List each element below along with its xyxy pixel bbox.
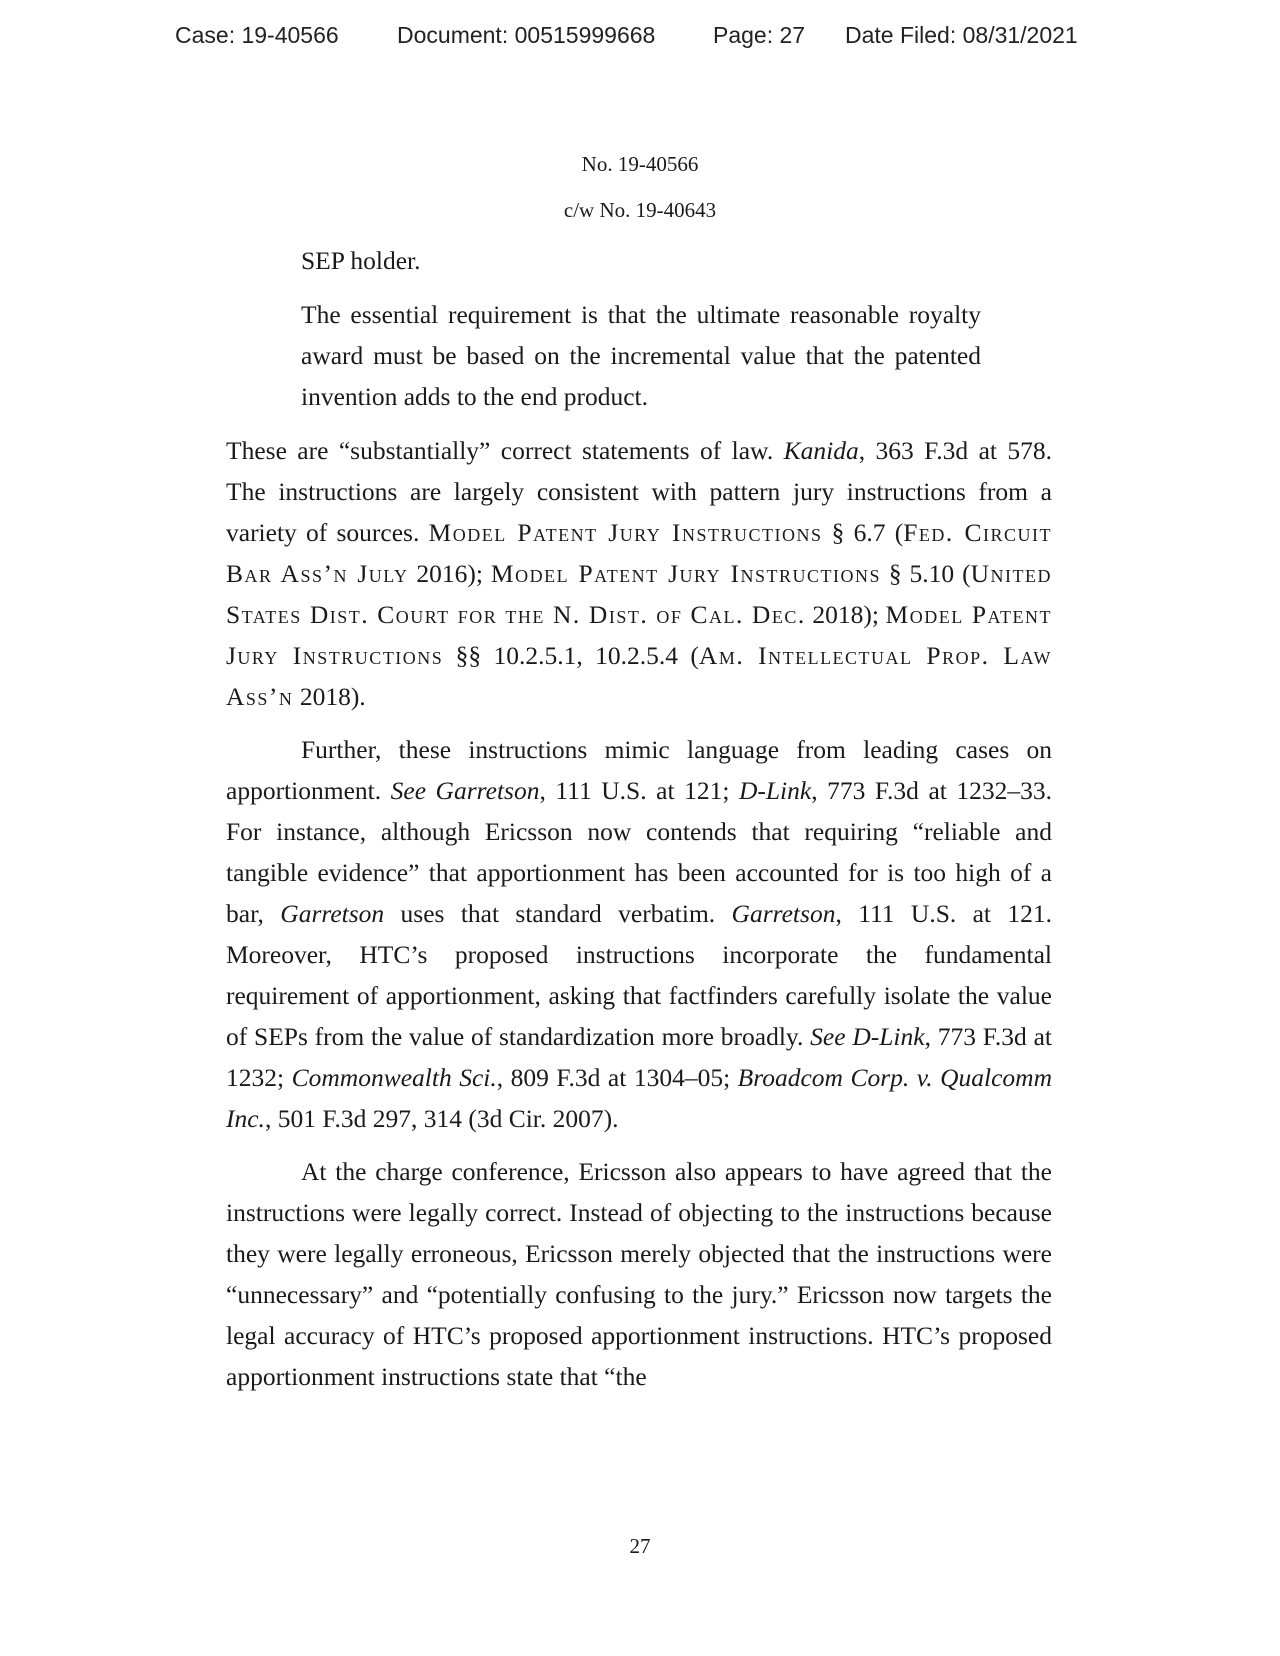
source-title: Model Patent Jury Instructions bbox=[226, 600, 1052, 670]
text-run: , 773 F.3d at 1232–33. For instance, although Ericsson now contends that requiring “reliable and tangible evidence” that apportionment has been accounted for is too high of a bar, bbox=[226, 776, 1053, 928]
paragraph-leading-cases bbox=[226, 729, 1052, 1139]
text-run: 2018). bbox=[293, 682, 366, 711]
document-number: Document: 00515999668 bbox=[397, 22, 656, 48]
paragraph-pattern-instructions bbox=[226, 430, 1052, 717]
text-run: , 111 U.S. at 121. Moreover, HTC’s proposed instructions incorporate the fundamental requirement of apportionment, asking that factfinders carefully isolate the value of SEPs from the value of standardization more broadly. bbox=[226, 899, 1053, 1051]
source-publisher: Fed. Circuit Bar Ass’n July bbox=[226, 518, 1053, 588]
text-run: These are “substantially” correct statements of law. bbox=[226, 436, 784, 465]
docket-number: No. 19-40566 bbox=[581, 152, 699, 176]
source-publisher: Am. Intellectual Prop. Law Ass’n bbox=[226, 641, 1052, 711]
case-citation: See Garretson bbox=[390, 776, 540, 805]
case-citation: Garretson bbox=[280, 899, 385, 928]
page-number: 27 bbox=[629, 1534, 651, 1558]
paragraph-charge-conference: At the charge conference, Ericsson also appears to have agreed that the instructions were legally correct. Instead of objecting to the instructions because they were legally erroneous, Ericsson merely objected that the instructions were “unnecessary” and “potentially confusing to the jury.” Ericsson now targets the legal accuracy of HTC’s proposed apportionment instructions. HTC’s proposed apportionment instructions state that “the bbox=[226, 1157, 1052, 1391]
case-citation: See D-Link bbox=[810, 1022, 925, 1051]
text-run: 2016); bbox=[408, 559, 491, 588]
source-title: Model Patent Jury Instructions bbox=[428, 518, 823, 547]
text-run: , 111 U.S. at 121; bbox=[539, 776, 739, 805]
case-citation: Broadcom Corp. v. Qualcomm Inc. bbox=[226, 1063, 1052, 1133]
header-page-number: Page: 27 bbox=[713, 22, 806, 48]
source-publisher: United States Dist. Court for the N. Dist. of Cal. Dec. bbox=[226, 559, 1053, 629]
case-citation: Garretson bbox=[731, 899, 836, 928]
text-run: § 6.7 ( bbox=[822, 518, 904, 547]
text-run: , 773 F.3d at 1232; bbox=[226, 1022, 1052, 1092]
consolidated-docket-number: c/w No. 19-40643 bbox=[563, 198, 717, 222]
text-run: 2018); bbox=[805, 600, 886, 629]
text-run: , 809 F.3d at 1304–05; bbox=[496, 1063, 738, 1092]
text-run: , 363 F.3d at 578. The instructions are largely consistent with pattern jury instructions from a variety of sources. bbox=[226, 436, 1053, 547]
case-citation: Commonwealth Sci. bbox=[291, 1063, 497, 1092]
block-quote: The essential requirement is that the ultimate reasonable royalty award must be based on the incremental value that the patented invention adds to the end product. bbox=[301, 300, 981, 411]
case-number: Case: 19-40566 bbox=[175, 22, 339, 48]
text-run: , 501 F.3d 297, 314 (3d Cir. 2007). bbox=[264, 1104, 619, 1133]
text-run: § 5.10 ( bbox=[880, 559, 971, 588]
text-run: §§ 10.2.5.1, 10.2.5.4 ( bbox=[443, 641, 699, 670]
case-citation: D-Link bbox=[738, 776, 812, 805]
block-quote-tail: SEP holder. bbox=[301, 246, 421, 275]
filing-header bbox=[175, 22, 1105, 54]
text-run: Further, these instructions mimic language from leading cases on apportionment. bbox=[226, 735, 1052, 805]
text-run: uses that standard verbatim. bbox=[384, 899, 732, 928]
case-citation: Kanida bbox=[783, 436, 859, 465]
source-title: Model Patent Jury Instructions bbox=[490, 559, 881, 588]
date-filed: Date Filed: 08/31/2021 bbox=[845, 22, 1078, 48]
